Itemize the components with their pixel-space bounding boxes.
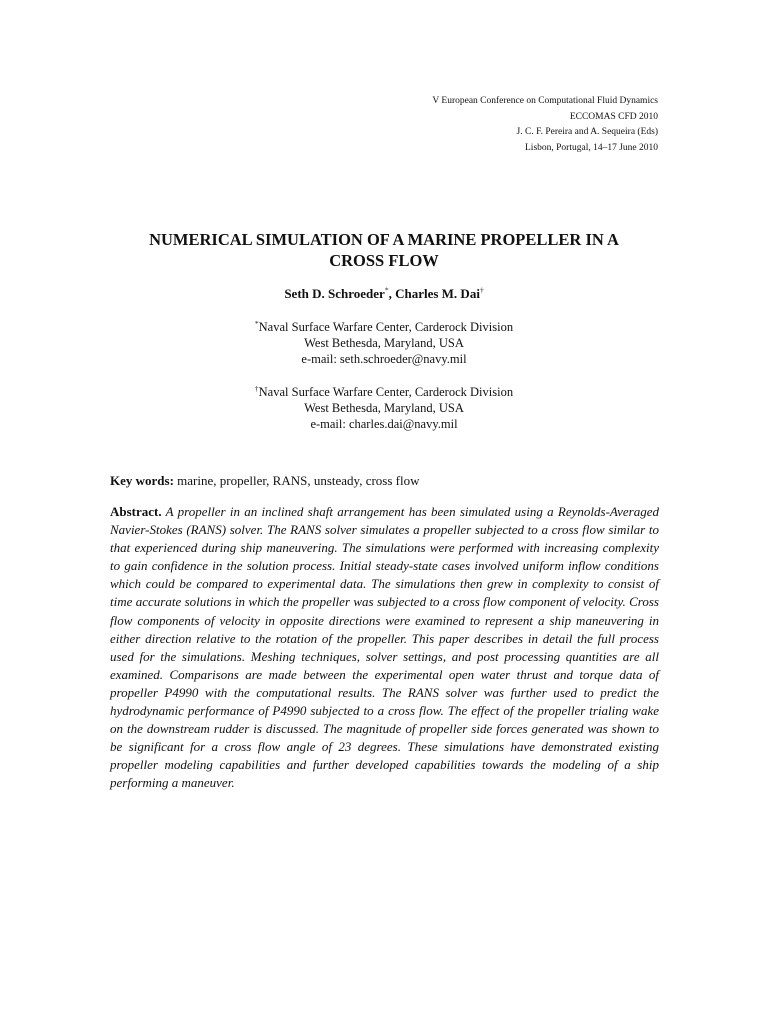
conference-location-date: Lisbon, Portugal, 14–17 June 2010 <box>525 142 658 153</box>
affiliation-org: Naval Surface Warfare Center, Carderock Division <box>258 385 514 399</box>
author-list <box>100 286 668 302</box>
conference-header <box>432 94 658 156</box>
affiliation-org: Naval Surface Warfare Center, Carderock Division <box>258 320 514 334</box>
author-separator: , <box>388 286 396 301</box>
keywords-label: Key words: <box>110 473 174 488</box>
abstract-label: Abstract. <box>110 504 162 519</box>
conference-editors: J. C. F. Pereira and A. Sequeira (Eds) <box>516 127 658 137</box>
conference-name: V European Conference on Computational Fluid Dynamics <box>432 96 658 106</box>
affiliation-email: e-mail: charles.dai@navy.mil <box>310 417 458 431</box>
author-name-2: Charles M. Dai <box>395 286 480 301</box>
author-mark-2: † <box>479 285 484 295</box>
abstract-paragraph <box>110 503 659 793</box>
affiliation-mark: * <box>254 318 259 328</box>
affiliation-email: e-mail: seth.schroeder@navy.mil <box>301 352 467 366</box>
title-line-1: NUMERICAL SIMULATION OF A MARINE PROPELLER IN A <box>149 230 619 249</box>
title-line-2: CROSS FLOW <box>329 251 439 270</box>
keywords-text: marine, propeller, RANS, unsteady, cross flow <box>173 473 420 488</box>
abstract-text: A propeller in an inclined shaft arrangement has been simulated using a Reynolds-Averaged Navier-Stokes (RANS) solver. The RANS solver simulates a propeller subjected to a cross flow similar to that experienced during ship maneuvering. The simulations were performed with increasing complexity to gain confidence in the solution process. Initial steady-state cases involved uniform inflow conditions which could be compared to experimental data. The simulations then grew in complexity to consist of time accurate solutions in which the propeller was subjected to a cross flow component of velocity. Cross flow components of velocity in opposite directions were examined to represent a ship maneuvering in either direction relative to the rotation of the propeller. This paper describes in detail the full process used for the simulations. Meshing techniques, solver settings, and post processing quantities are all examined. Comparisons are made between the experimental open water thrust and torque data of propeller P4990 with the computational results. The RANS solver was further used to predict the hydrodynamic performance of P4990 subjected to a cross flow. The effect of the propeller trialing wake on the downstream rudder is discussed. The magnitude of propeller side forces generated was shown to be significant for a cross flow angle of 23 degrees. These simulations have demonstrated existing propeller modeling capabilities and further developed capabilities towards the modeling of a ship performing a maneuver. <box>110 504 659 791</box>
affiliation-mark: † <box>254 383 259 393</box>
conference-series: ECCOMAS CFD 2010 <box>569 111 658 122</box>
paper-title <box>100 229 668 271</box>
affiliation-2 <box>100 384 668 432</box>
affiliation-city: West Bethesda, Maryland, USA <box>304 401 464 415</box>
affiliation-1 <box>100 319 668 367</box>
affiliation-city: West Bethesda, Maryland, USA <box>304 336 464 350</box>
keywords-line <box>110 472 660 489</box>
author-name-1: Seth D. Schroeder <box>284 286 385 301</box>
author-mark-1: * <box>384 285 389 295</box>
